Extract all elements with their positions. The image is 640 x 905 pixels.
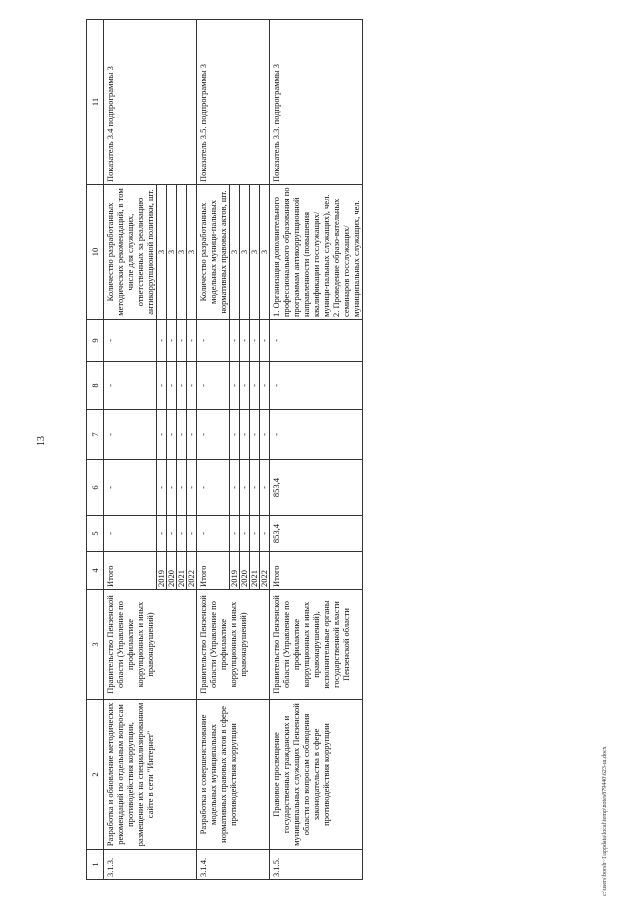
target-cell: 3 [230,185,240,320]
target-cell: 3 [187,185,197,320]
indicator-text: Количество разработанных модельных муници-пальных нормативных правовых актов, шт. [197,185,230,320]
value-cell: - [197,460,230,516]
value-cell: - [230,362,240,410]
value-cell: - [197,516,230,552]
header-col-10: 10 [87,185,104,320]
table-row [104,20,157,880]
executor: Правительство Пензенской области (Управление по профилактике коррупционных и иных правонарушений) [104,590,197,700]
header-col-3: 3 [87,590,104,700]
row-number: 3.1.4. [197,850,270,880]
year-cell: 2020 [167,552,177,590]
value-cell: - [197,320,230,362]
value-cell: - [260,516,270,552]
rotated-table-container [86,20,586,880]
value-cell: - [270,320,363,362]
value-cell: - [104,460,157,516]
year-cell: 2020 [240,552,250,590]
value-cell: - [270,362,363,410]
value-cell: - [187,362,197,410]
value-cell: - [230,516,240,552]
value-cell: - [104,320,157,362]
row-number: 3.1.5. [270,850,363,880]
value-cell: - [197,362,230,410]
year-cell: Итого [270,552,363,590]
header-col-7: 7 [87,410,104,460]
value-cell: - [187,410,197,460]
value-cell: - [250,516,260,552]
value-cell: - [187,320,197,362]
value-cell: - [167,410,177,460]
target-cell: 3 [177,185,187,320]
value-cell: - [177,410,187,460]
value-cell: - [167,362,177,410]
value-cell: - [240,410,250,460]
value-cell: - [177,320,187,362]
value-cell: - [270,410,363,460]
value-cell: - [250,460,260,516]
header-col-4: 4 [87,552,104,590]
measure-name: Разработка и совершенствование модельных муниципальных нормативных правовых актов в сфере противодействия коррупции [197,700,270,850]
header-col-5: 5 [87,516,104,552]
measure-name: Разработка и обновление методических рекомендаций по отдельным вопросам противодействия коррупции, размещение их на специализированном сайте в сети "Интернет" [104,700,197,850]
value-cell: - [240,320,250,362]
header-col-9: 9 [87,320,104,362]
header-row [87,20,104,880]
value-cell: 853,4 [270,460,363,516]
value-cell: - [177,460,187,516]
header-col-11: 11 [87,20,104,185]
value-cell: - [157,410,167,460]
value-cell: - [104,410,157,460]
value-cell: - [240,362,250,410]
value-cell: - [157,516,167,552]
header-col-8: 8 [87,362,104,410]
value-cell: - [197,410,230,460]
value-cell: - [250,320,260,362]
value-cell: - [104,516,157,552]
value-cell: - [240,516,250,552]
year-cell: 2019 [230,552,240,590]
target-cell: 3 [157,185,167,320]
row-number: 3.1.3. [104,850,197,880]
value-cell: - [157,362,167,410]
table-row [197,20,230,880]
value-cell: - [104,362,157,410]
executor: Правительство Пензенской области (Управление по профилактике коррупционных и иных правонарушений), исполнительные органы государственной власти Пензенской области [270,590,363,700]
value-cell: - [177,516,187,552]
indicator-text: Количество разработанных методических рекомендаций, в том числе для служащих, ответственных за реализацию антикоррупционной политики, шт. [104,185,157,320]
measure-name: Правовое просвещение государственных гражданских и муниципальных служащих Пензенской области по вопросам соблюдения законодательства в сфере противодействия коррупции [270,700,363,850]
value-cell: - [177,362,187,410]
value-cell: - [260,460,270,516]
footer-file-path: c:\users\borsh~1\appdata\local\temp\notes879440\623-ш.docx [602,746,608,896]
target-cell: 3 [240,185,250,320]
header-col-2: 2 [87,700,104,850]
value-cell: - [250,410,260,460]
year-cell: Итого [197,552,230,590]
year-cell: 2021 [250,552,260,590]
value-cell: - [187,516,197,552]
value-cell: - [230,410,240,460]
year-cell: Итого [104,552,157,590]
executor: Правительство Пензенской области (Управление по профилактике коррупционных и иных правонарушений) [197,590,270,700]
value-cell: - [230,320,240,362]
program-table [86,19,363,880]
indicator-text: 1. Организация дополнительного профессионального образования по программам антикоррупционной направленности (повышения квалификации госслужащих/муници-пальных служащих), чел. 2. Проведение образо-вательных семинаров госслужащих/ муниципальных служащих, чел. [270,185,363,320]
table-row [270,20,363,880]
value-cell: - [167,516,177,552]
indicator-link: Показатель 3.4 подпрограммы 3 [104,20,197,185]
value-cell: - [167,320,177,362]
target-cell: 3 [250,185,260,320]
value-cell: - [260,320,270,362]
header-col-6: 6 [87,460,104,516]
indicator-link: Показатель 3.5. подпрограммы 3 [197,20,270,185]
target-cell: 3 [260,185,270,320]
value-cell: - [260,362,270,410]
value-cell: - [157,320,167,362]
year-cell: 2019 [157,552,167,590]
value-cell: - [250,362,260,410]
indicator-link: Показатель 3.3. подпрограммы 3 [270,20,363,185]
page-number: 13 [36,436,47,446]
year-cell: 2021 [177,552,187,590]
value-cell: - [167,460,177,516]
value-cell: - [240,460,250,516]
value-cell: - [187,460,197,516]
value-cell: 853,4 [270,516,363,552]
year-cell: 2022 [260,552,270,590]
value-cell: - [230,460,240,516]
year-cell: 2022 [187,552,197,590]
header-col-1: 1 [87,850,104,880]
target-cell: 3 [167,185,177,320]
value-cell: - [157,460,167,516]
value-cell: - [260,410,270,460]
